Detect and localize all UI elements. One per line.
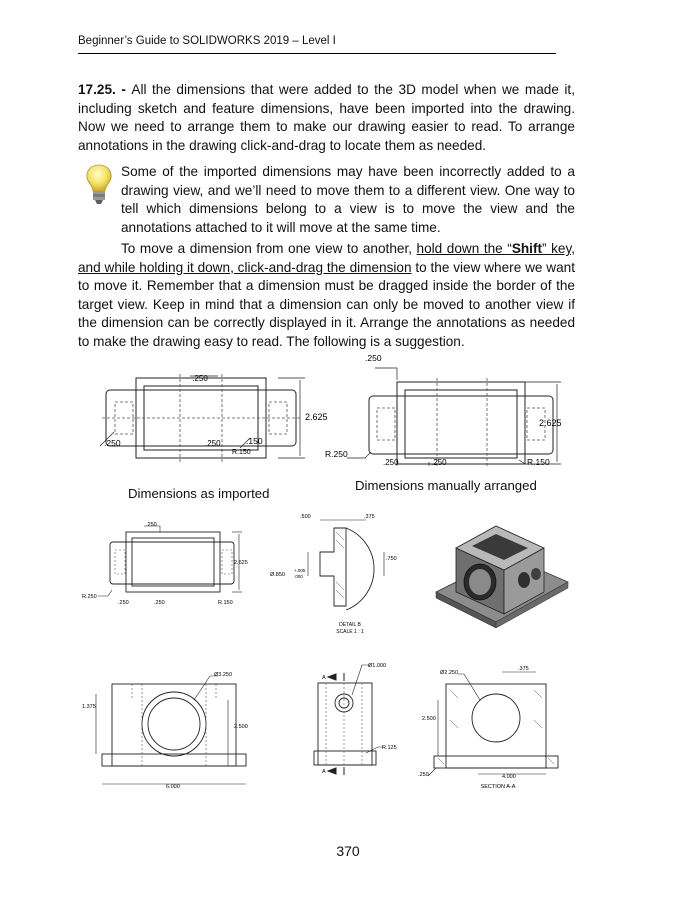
sheet-top-dim-bottom-mid: .250 <box>154 600 165 606</box>
imp-dim-left: .250 <box>104 438 121 448</box>
front-dim-height-a: 1.375 <box>82 704 96 710</box>
detail-dim-tol-plus: +.005 <box>294 568 306 573</box>
arranged-dimensions-drawing <box>325 352 565 472</box>
shift-key: Shift <box>511 241 543 256</box>
step-text: All the dimensions that were added to the 3D model when we made it, including sketch and feature dimensions, have been imported into the drawing. Now we need to arrange them to make our drawing easier to read. To arrange annotations in the drawing click-and-drag to locate them as needed. <box>78 82 575 153</box>
section-dim-dia: Ø2.250 <box>440 670 459 676</box>
tip-paragraph: Some of the imported dimensions may have been incorrectly added to a drawing view, and we’ll need to move them to a different view. One way to tell which dimensions belong to a view is to move the view and the annotations attached to it will move at the same time. <box>121 164 575 235</box>
header-rule <box>78 53 556 54</box>
imp-dim-height: 2.625 <box>305 412 328 422</box>
imp-dim-fillet: .150 <box>246 436 263 446</box>
section-dim-bottom-left: .250 <box>418 772 429 778</box>
isometric-render <box>432 500 572 628</box>
sheet-top-dim-bottom-left: .250 <box>118 600 129 606</box>
lightbulb-icon <box>83 163 115 207</box>
move-underlined-1: hold down the “ <box>416 241 512 256</box>
arr-dim-top: .250 <box>365 353 382 363</box>
detail-dim-b: .375 <box>364 514 375 520</box>
front-dim-dia: Ø3.250 <box>214 672 233 678</box>
side-dim-radius: R.125 <box>382 745 397 751</box>
move-paragraph <box>78 240 575 352</box>
detail-dim-a: .500 <box>300 514 311 520</box>
detail-label: DETAIL B <box>339 622 361 628</box>
imported-dimensions-drawing <box>100 370 330 470</box>
running-header: Beginner’s Guide to SOLIDWORKS 2019 – Level I <box>78 35 336 47</box>
arr-dim-height: 2.625 <box>539 418 562 428</box>
imp-dim-bottom: .250 <box>205 439 221 448</box>
sheet-detail-view <box>266 512 416 640</box>
detail-dim-dia: Ø.850 <box>270 572 285 578</box>
caption-imported: Dimensions as imported <box>128 486 270 501</box>
page-number: 370 <box>336 843 360 859</box>
sheet-section-view <box>418 660 568 790</box>
sheet-top-view <box>82 520 272 610</box>
detail-dim-tol-minus: .000 <box>294 574 303 579</box>
detail-dim-depth: .750 <box>386 556 397 562</box>
sheet-front-view <box>82 660 262 790</box>
move-rest: to the view where we want to move it. Remember that a dimension must be dragged inside the border of the target view. Keep in mind that a dimension can only be moved to another view if the dimension can be correctly displayed in it. Arrange the annotations as needed to make the drawing easy to read. The following is a suggestion. <box>78 259 575 349</box>
imp-dim-radius: R.150 <box>232 449 251 456</box>
step-number: 17.25. <box>78 82 116 97</box>
move-underlined-2: ” key, and while holding it down, click-and-drag the dimension <box>78 241 576 275</box>
detail-scale: SCALE 1 : 1 <box>336 629 364 635</box>
side-dim-dia: Ø1.000 <box>368 663 387 669</box>
section-dim-height: 2.500 <box>422 716 436 722</box>
sheet-side-view <box>296 655 406 785</box>
arr-dim-radius-left: R.250 <box>325 449 348 459</box>
sheet-top-dim-height: 2.625 <box>234 560 248 566</box>
front-dim-height-b: 2.500 <box>234 724 248 730</box>
side-cut-b: A <box>322 769 326 775</box>
sheet-top-dim-radius-left: R.250 <box>82 594 97 600</box>
move-intro: To move a dimension from one view to another, <box>121 241 417 256</box>
section-dim-width-top: .375 <box>518 666 529 672</box>
section-label: SECTION A-A <box>480 784 516 790</box>
arr-dim-bottom-mid: .250 <box>431 458 447 467</box>
arr-dim-bottom-left: .250 <box>383 458 399 467</box>
sheet-top-dim-radius-right: R.150 <box>218 600 233 606</box>
section-dim-width: 4.000 <box>502 774 516 780</box>
step-dash: - <box>115 82 132 97</box>
arr-dim-radius-right: R.150 <box>527 457 550 467</box>
imp-dim-top: .250 <box>192 374 208 383</box>
caption-arranged: Dimensions manually arranged <box>355 478 537 493</box>
step-paragraph <box>78 81 575 155</box>
side-cut-a: A <box>322 675 326 681</box>
front-dim-width: 6.000 <box>166 784 180 790</box>
sheet-top-dim-top: .250 <box>146 522 157 528</box>
